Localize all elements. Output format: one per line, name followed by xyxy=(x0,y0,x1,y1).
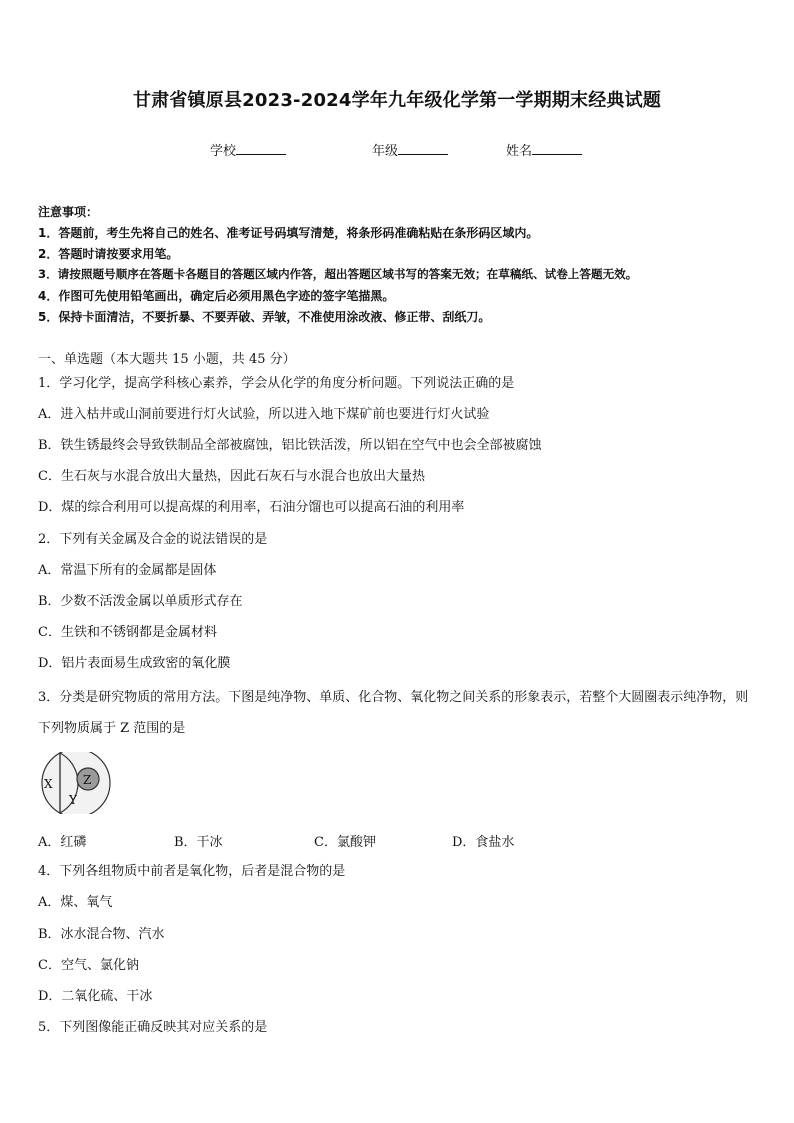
question-2-option-a: A．常温下所有的金属都是固体 xyxy=(38,563,217,578)
question-4-stem: 4．下列各组物质中前者是氧化物，后者是混合物的是 xyxy=(38,864,346,879)
question-4-option-d: D．二氧化硫、干冰 xyxy=(38,989,153,1004)
notice-item: 1．答题前，考生先将自己的姓名、准考证号码填写清楚，将条形码准确粘贴在条形码区域内。 xyxy=(38,226,539,240)
notice-item: 2．答题时请按要求用笔。 xyxy=(38,247,179,261)
grade-label: 年级 xyxy=(372,144,399,159)
label-y: Y xyxy=(69,793,77,807)
question-3-stem: 3．分类是研究物质的常用方法。下图是纯净物、单质、化合物、氧化物之间关系的形象表示，若整个大圆圈表示纯净物，则下列物质属于 Z 范围的是 xyxy=(38,690,749,736)
school-label: 学校 xyxy=(210,144,237,159)
question-5-stem: 5．下列图像能正确反映其对应关系的是 xyxy=(38,1020,268,1035)
name-blank xyxy=(532,142,582,155)
notice-item: 5．保持卡面清洁，不要折暴、不要弄破、弄皱，不准使用涂改液、修正带、刮纸刀。 xyxy=(38,310,491,324)
question-1-option-d: D．煤的综合利用可以提高煤的利用率，石油分馏也可以提高石油的利用率 xyxy=(38,500,465,515)
question-3-option-c: C．氯酸钾 xyxy=(314,835,376,850)
venn-diagram-svg xyxy=(38,752,114,814)
school-blank xyxy=(236,142,286,155)
question-3-option-b: B．干冰 xyxy=(174,835,223,850)
question-2-option-b: B．少数不活泼金属以单质形式存在 xyxy=(38,594,243,609)
question-2-option-d: D．铝片表面易生成致密的氧化膜 xyxy=(38,656,231,671)
notice-item: 3．请按照题号顺序在答题卡各题目的答题区域内作答，超出答题区域书写的答案无效；在草稿纸、试卷上答题无效。 xyxy=(38,267,638,281)
question-3-option-a: A．红磷 xyxy=(38,835,87,850)
question-2-option-c: C．生铁和不锈钢都是金属材料 xyxy=(38,625,217,640)
question-4-option-a: A．煤、氧气 xyxy=(38,895,113,910)
question-4-option-c: C．空气、氯化钠 xyxy=(38,958,139,973)
question-2-stem: 2．下列有关金属及合金的说法错误的是 xyxy=(38,532,268,547)
page-title: 甘肃省镇原县2023-2024学年九年级化学第一学期期末经典试题 xyxy=(132,90,662,111)
question-4-option-b: B．冰水混合物、汽水 xyxy=(38,927,165,942)
question-1-option-c: C．生石灰与水混合放出大量热，因此石灰石与水混合也放出大量热 xyxy=(38,469,425,484)
question-3-option-d: D．食盐水 xyxy=(452,835,515,850)
venn-diagram xyxy=(38,752,114,818)
grade-field xyxy=(372,140,448,159)
grade-blank xyxy=(398,142,448,155)
question-1-option-a: A．进入枯井或山洞前要进行灯火试验，所以进入地下煤矿前也要进行灯火试验 xyxy=(38,407,490,422)
name-field xyxy=(506,140,582,159)
question-1-stem: 1．学习化学，提高学科核心素养，学会从化学的角度分析问题。下列说法正确的是 xyxy=(38,376,515,391)
notice-item: 4．作图可先使用铅笔画出，确定后必须用黑色字迹的签字笔描黑。 xyxy=(38,289,395,303)
label-z: Z xyxy=(83,773,92,787)
label-x: X xyxy=(44,777,53,791)
question-1-option-b: B．铁生锈最终会导致铁制品全部被腐蚀，铝比铁活泼，所以铝在空气中也会全部被腐蚀 xyxy=(38,438,542,453)
school-field xyxy=(210,140,286,159)
notice-heading: 注意事项： xyxy=(38,205,99,219)
name-label: 姓名 xyxy=(506,144,533,159)
section-heading: 一、单选题（本大题共 15 小题，共 45 分） xyxy=(38,352,296,367)
